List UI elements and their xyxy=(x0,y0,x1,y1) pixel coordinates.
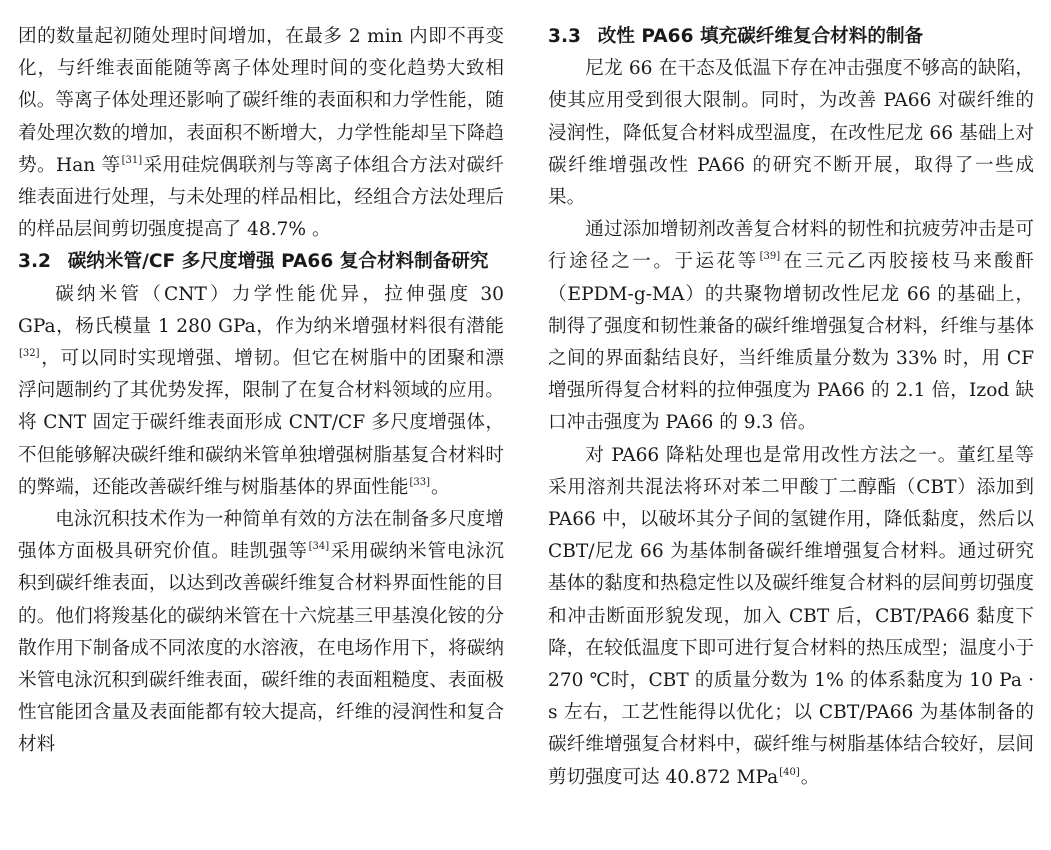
section-heading-3-3 xyxy=(548,21,1034,53)
section-number: 3.2 xyxy=(18,251,51,273)
section-title: 改性 PA66 填充碳纤维复合材料的制备 xyxy=(597,26,924,47)
paragraph-text: 尼龙 66 在干态及低温下存在冲击强度不够高的缺陷，使其应用受到很大限制。同时，为改善 PA66 对碳纤维的浸润性，降低复合材料成型温度，在改性尼龙 66 基础上对碳纤维增强改性 PA66 的研究不断开展，取得了一些成果。 xyxy=(548,58,1034,209)
citation-33: [33] xyxy=(409,476,431,488)
citation-40: [40] xyxy=(779,766,800,778)
section-number: 3.3 xyxy=(548,26,581,47)
paragraph-text: 碳纳米管（CNT）力学性能优异，拉伸强度 30 GPa，杨氏模量 1 280 GPa，作为纳米增强材料很有潜能 xyxy=(18,283,504,337)
paragraph-plasma-continued xyxy=(18,21,504,246)
paragraph-viscosity xyxy=(548,440,1034,794)
right-column xyxy=(548,21,1034,794)
citation-32: [32] xyxy=(19,348,40,360)
paragraph-text: 在三元乙丙胶接枝马来酸酐（EPDM-g-MA）的共聚物增韧改性尼龙 66 的基础上，制得了强度和韧性兼备的碳纤维增强复合材料，纤维与基体之间的界面黏结良好，当纤维质量分数为 33% 时，用 CF 增强所得复合材料的拉伸强度为 PA66 的 2.1 倍，Izod 缺口冲击强度为 PA66 的 9.3 倍。 xyxy=(548,251,1034,434)
paragraph-text: 。 xyxy=(431,476,450,498)
left-column xyxy=(18,21,504,762)
paragraph-electrophoretic xyxy=(18,504,504,762)
paragraph-text: ，可以同时实现增强、增韧。但它在树脂中的团聚和漂浮问题制约了其优势发挥，限制了在复合材料领域的应用。将 CNT 固定于碳纤维表面形成 CNT/CF 多尺度增强体，不但能够解决碳纤维和碳纳米管单独增强树脂基复合材料时的弊端，还能改善碳纤维与树脂基体的界面性能 xyxy=(18,348,504,498)
paragraph-text: 采用硅烷偶联剂与等离子体组合方法对碳纤维表面进行处理，与未处理的样品相比，经组合方法处理后的样品层间剪切强度提高了 48.7% 。 xyxy=(18,154,504,241)
citation-31: [31] xyxy=(121,154,143,166)
section-title: 碳纳米管/CF 多尺度增强 PA66 复合材料制备研究 xyxy=(67,251,489,273)
paragraph-nylon xyxy=(548,53,1034,214)
paragraph-toughening xyxy=(548,214,1034,439)
citation-34: [34] xyxy=(308,541,330,553)
citation-39: [39] xyxy=(759,251,781,263)
paragraph-text: 团的数量起初随处理时间增加，在最多 2 min 内即不再变化，与纤维表面能随等离子体处理时间的变化趋势大致相似。等离子体处理还影响了碳纤维的表面积和力学性能，随着处理次数的增加，表面积不断增大，力学性能却呈下降趋势。Han 等 xyxy=(18,26,504,176)
section-heading-3-2 xyxy=(18,246,504,278)
paragraph-text: 通过添加增韧剂改善复合材料的韧性和抗疲劳冲击是可行途径之一。于运花等 xyxy=(548,219,1034,273)
paragraph-text: 。 xyxy=(800,766,820,788)
paragraph-text: 对 PA66 降粘处理也是常用改性方法之一。董红星等采用溶剂共混法将环对苯二甲酸丁二醇酯（CBT）添加到 PA66 中，以破坏其分子间的氢键作用，降低黏度，然后以 CBT/尼龙 66 为基体制备碳纤维增强复合材料。通过研究基体的黏度和热稳定性以及碳纤维复合材料的层间剪切强度和冲击断面形貌发现，加入 CBT 后，CBT/PA66 黏度下降，在较低温度下即可进行复合材料的热压成型；温度小于 270 ℃时，CBT 的质量分数为 1% 的体系黏度为 10 Pa · s 左右，工艺性能得以优化；以 CBT/PA66 为基体制备的碳纤维增强复合材料中，碳纤维与树脂基体结合较好，层间剪切强度可达 40.872 MPa xyxy=(548,444,1034,788)
paragraph-text: 电泳沉积技术作为一种简单有效的方法在制备多尺度增强体方面极具研究价值。眭凯强等 xyxy=(18,509,504,563)
paragraph-text: 采用碳纳米管电泳沉积到碳纤维表面，以达到改善碳纤维复合材料界面性能的目的。他们将羧基化的碳纳米管在十六烷基三甲基溴化铵的分散作用下制备成不同浓度的水溶液，在电场作用下，将碳纳米管电泳沉积到碳纤维表面，碳纤维的表面粗糙度、表面极性官能团含量及表面能都有较大提高，纤维的浸润性和复合材料 xyxy=(18,541,504,756)
paragraph-cnt xyxy=(18,279,504,504)
